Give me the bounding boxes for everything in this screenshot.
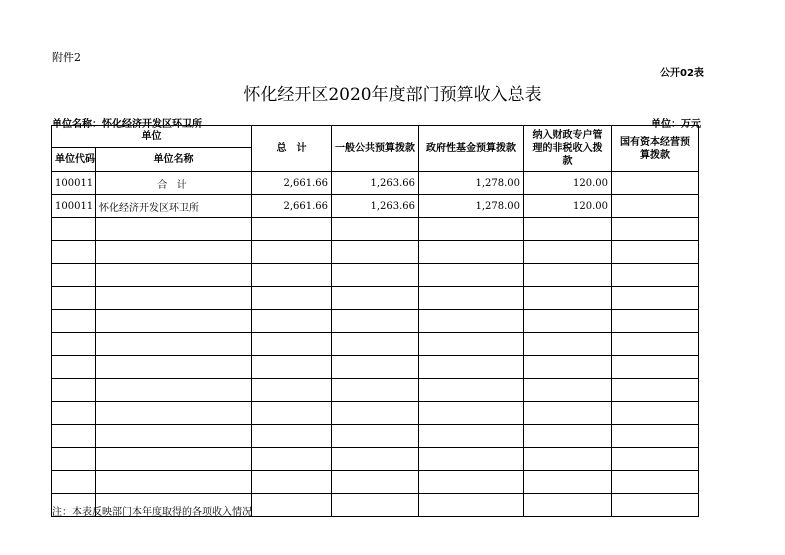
fiscal-account-cell: 120.00 — [524, 172, 612, 195]
table-header-row — [52, 126, 699, 148]
gov-fund-cell: 1,278.00 — [419, 172, 524, 195]
total-cell: 2,661.66 — [252, 195, 332, 218]
empty-row — [52, 218, 699, 241]
general-budget-cell: 1,263.66 — [332, 172, 419, 195]
state-capital-header: 国有资本经营预算拨款 — [612, 126, 699, 172]
gov-fund-cell: 1,278.00 — [419, 195, 524, 218]
total-cell: 2,661.66 — [252, 172, 332, 195]
unit-name-label: 单位名称： — [52, 119, 102, 130]
revenue-table — [51, 125, 699, 517]
state-capital-cell — [612, 172, 699, 195]
currency-unit: 单位：万元 — [651, 119, 701, 130]
unit-code-header: 单位代码 — [52, 148, 96, 172]
empty-row — [52, 402, 699, 425]
document-title: 怀化经开区2020年度部门预算收入总表 — [243, 85, 542, 105]
unit-name-cell: 怀化经济开发区环卫所 — [96, 195, 252, 218]
empty-row — [52, 379, 699, 402]
table-row — [52, 195, 699, 218]
unit-name-header: 单位名称 — [96, 148, 252, 172]
unit-code-cell: 100011 — [52, 172, 96, 195]
footnote: 注：本表反映部门本年度取得的各项收入情况 — [52, 507, 252, 518]
attachment-label: 附件2 — [52, 51, 81, 64]
unit-name-cell: 合 计 — [96, 172, 252, 195]
empty-row — [52, 356, 699, 379]
form-code: 公开02表 — [660, 68, 704, 79]
empty-row — [52, 333, 699, 356]
empty-row — [52, 425, 699, 448]
empty-row — [52, 471, 699, 494]
gov-fund-header: 政府性基金预算拨款 — [419, 126, 524, 172]
general-budget-header: 一般公共预算拨款 — [332, 126, 419, 172]
empty-row — [52, 287, 699, 310]
total-header: 总 计 — [252, 126, 332, 172]
general-budget-cell: 1,263.66 — [332, 195, 419, 218]
unit-group-header: 单位 — [52, 126, 252, 148]
empty-row — [52, 241, 699, 264]
fiscal-account-header: 纳入财政专户管理的非税收入拨款 — [524, 126, 612, 172]
fiscal-account-cell: 120.00 — [524, 195, 612, 218]
unit-name-value: 怀化经济开发区环卫所 — [102, 119, 202, 130]
state-capital-cell — [612, 195, 699, 218]
empty-row — [52, 310, 699, 333]
empty-row — [52, 448, 699, 471]
unit-code-cell: 100011 — [52, 195, 96, 218]
empty-row — [52, 264, 699, 287]
table-row — [52, 172, 699, 195]
